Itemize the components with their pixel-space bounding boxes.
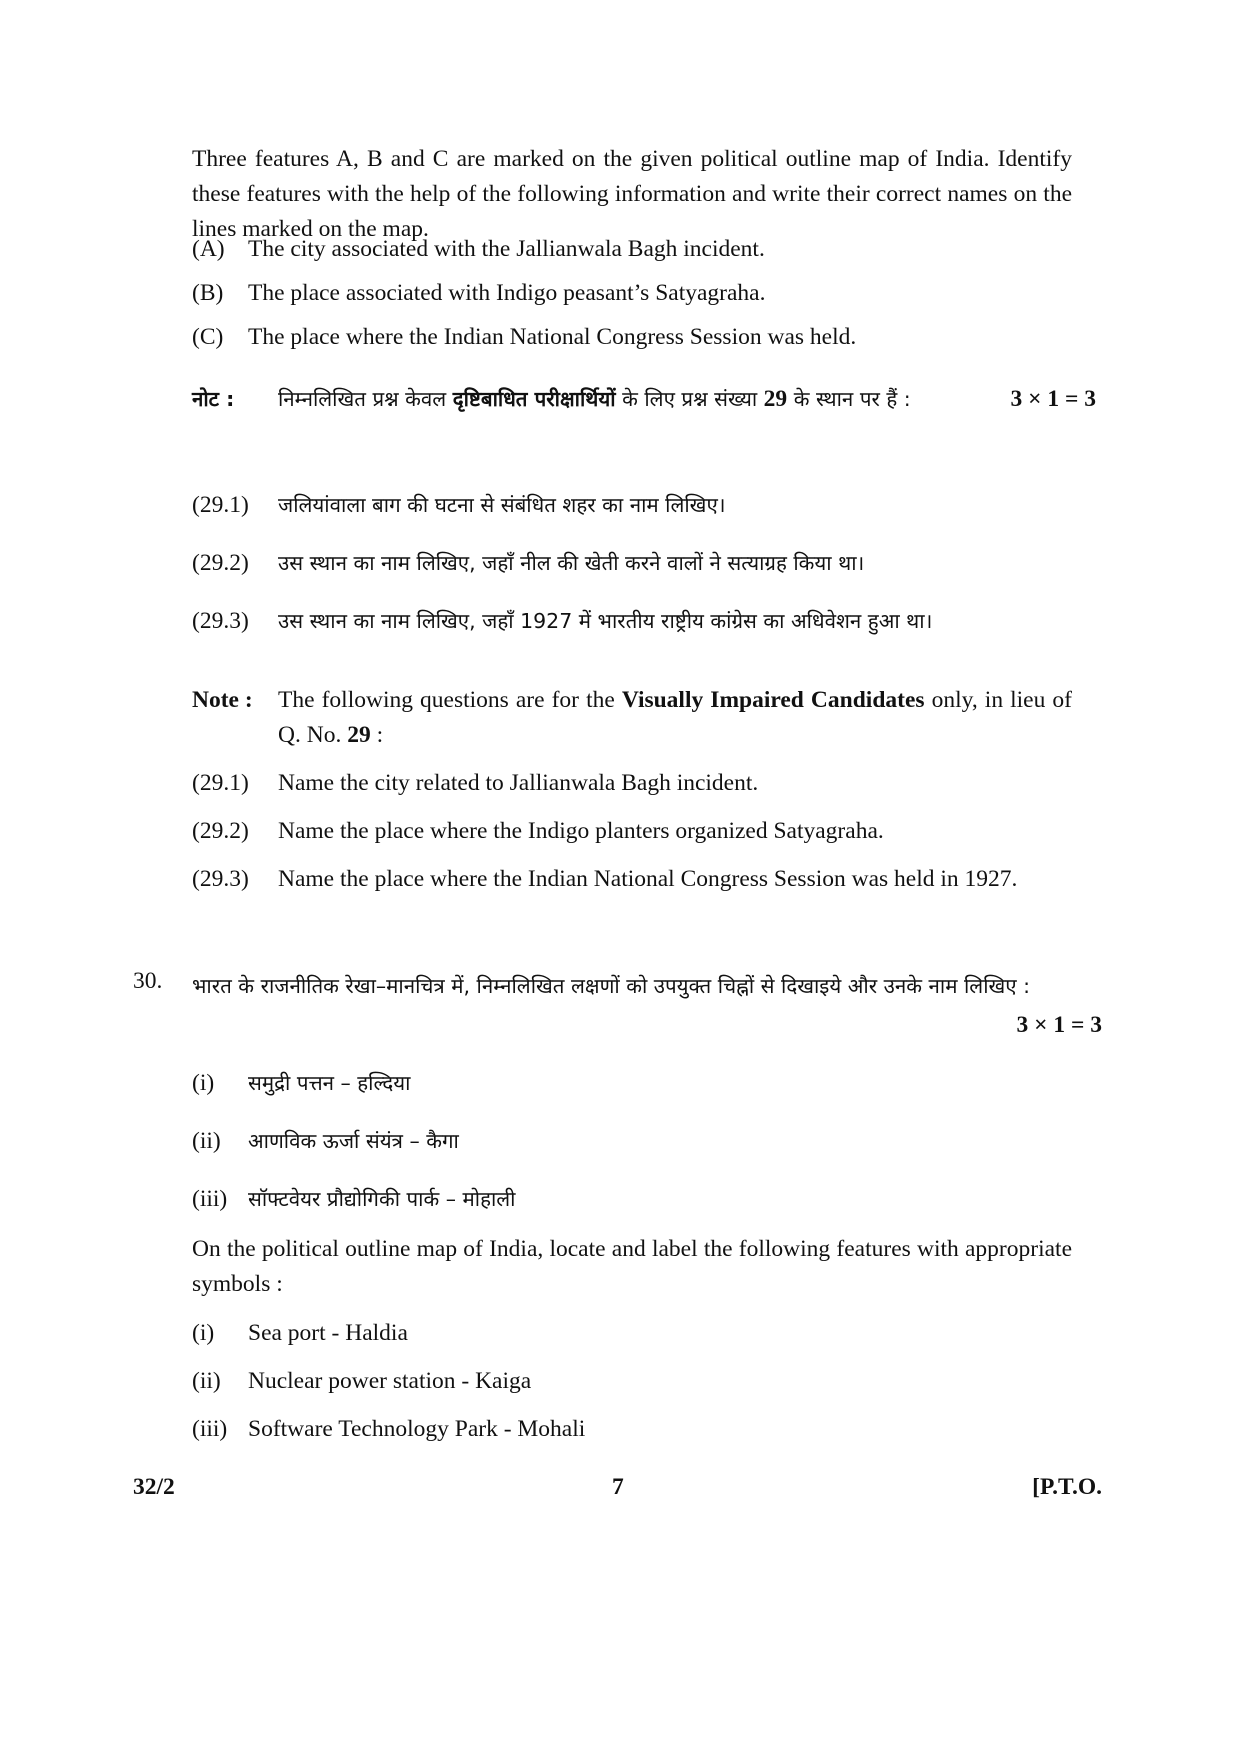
hindi-vi-item	[192, 488, 726, 523]
english-note	[192, 683, 1072, 753]
q30-english-intro: On the political outline map of India, locate and label the following features with appropriate symbols :	[192, 1236, 1072, 1297]
hindi-note-marks: 3 × 1 = 3	[1010, 386, 1096, 412]
item-text: आणविक ऊर्जा संयंत्र – कैगा	[248, 1129, 459, 1153]
option-text: The place associated with Indigo peasant’s Satyagraha.	[248, 280, 766, 306]
hindi-note-text	[278, 382, 1010, 417]
note-text-part: only, in lieu of Q. No.	[278, 687, 1072, 748]
note-text-bold: दृष्टिबाधित परीक्षार्थियों	[452, 387, 616, 411]
item-text: जलियांवाला बाग की घटना से संबंधित शहर का नाम लिखिए।	[278, 493, 726, 517]
item-label: (ii)	[192, 1368, 221, 1394]
note-text-part: The following questions are for the	[278, 687, 622, 713]
question-number: 30.	[133, 968, 163, 994]
note-text-part: :	[370, 722, 384, 748]
note-text-part: के स्थान पर हैं :	[787, 387, 911, 411]
page-number: 7	[612, 1474, 624, 1500]
q29-intro: Three features A, B and C are marked on the given political outline map of India. Identify these features with the help of the following information and write their correct names on the lines marked on the map.	[192, 146, 1072, 242]
item-label: (i)	[192, 1070, 215, 1096]
item-label: (29.2)	[192, 818, 249, 844]
item-label: (29.1)	[192, 492, 249, 518]
q30-english-item	[192, 1364, 531, 1399]
hindi-note-label: नोट :	[192, 387, 235, 411]
q30-marks: 3 × 1 = 3	[1016, 1012, 1102, 1038]
item-text: Software Technology Park - Mohali	[248, 1416, 586, 1442]
hindi-vi-item	[192, 546, 864, 581]
note-qno: 29	[763, 386, 788, 412]
paper-code: 32/2	[133, 1474, 175, 1500]
pto-label: [P.T.O.	[1032, 1474, 1102, 1500]
note-text-part: निम्नलिखित प्रश्न केवल	[278, 387, 453, 411]
item-label: (iii)	[192, 1186, 228, 1212]
english-vi-item	[192, 814, 884, 849]
item-text: Sea port - Haldia	[248, 1320, 408, 1346]
q30-hindi-item	[192, 1182, 516, 1217]
note-qno: 29	[347, 722, 371, 748]
q30-english-item	[192, 1316, 408, 1351]
item-text: Name the place where the Indian National Congress Session was held in 1927.	[278, 866, 1018, 892]
q30-hindi-item	[192, 1124, 459, 1159]
item-text: Name the place where the Indigo planters organized Satyagraha.	[278, 818, 884, 844]
item-text: Nuclear power station - Kaiga	[248, 1368, 532, 1394]
english-vi-item	[192, 862, 1017, 897]
item-label: (29.3)	[192, 608, 249, 634]
q30-english-item	[192, 1412, 585, 1447]
option-text: The place where the Indian National Congress Session was held.	[248, 324, 857, 350]
english-note-text	[278, 683, 1072, 753]
note-text-part: के लिए प्रश्न संख्या	[615, 387, 764, 411]
option-text: The city associated with the Jallianwala Bagh incident.	[248, 236, 765, 262]
item-label: (29.1)	[192, 770, 249, 796]
item-label: (29.3)	[192, 866, 249, 892]
english-vi-item	[192, 766, 758, 801]
item-label: (iii)	[192, 1416, 228, 1442]
item-text: समुद्री पत्तन – हल्दिया	[248, 1071, 411, 1095]
q29-option-b	[192, 276, 765, 311]
item-text: Name the city related to Jallianwala Bagh incident.	[278, 770, 759, 796]
item-text: सॉफ्टवेयर प्रौद्योगिकी पार्क – मोहाली	[248, 1187, 516, 1211]
item-label: (i)	[192, 1320, 215, 1346]
hindi-note	[192, 382, 1102, 417]
note-text-bold: Visually Impaired Candidates	[621, 687, 925, 713]
item-text: उस स्थान का नाम लिखिए, जहाँ 1927 में भारतीय राष्ट्रीय कांग्रेस का अधिवेशन हुआ था।	[278, 609, 933, 633]
hindi-vi-item	[192, 604, 932, 639]
option-label: (B)	[192, 280, 224, 306]
q30-hindi-text: भारत के राजनीतिक रेखा–मानचित्र में, निम्नलिखित लक्षणों को उपयुक्त चिह्नों से दिखाइये और उनके नाम लिखिए :	[192, 974, 1031, 998]
q29-option-c	[192, 320, 856, 355]
q30-hindi-item	[192, 1066, 410, 1101]
q29-option-a	[192, 232, 765, 267]
option-label: (C)	[192, 324, 224, 350]
item-label: (ii)	[192, 1128, 221, 1154]
item-text: उस स्थान का नाम लिखिए, जहाँ नील की खेती करने वालों ने सत्याग्रह किया था।	[278, 551, 865, 575]
item-label: (29.2)	[192, 550, 249, 576]
option-label: (A)	[192, 236, 225, 262]
english-note-label: Note :	[192, 687, 253, 713]
